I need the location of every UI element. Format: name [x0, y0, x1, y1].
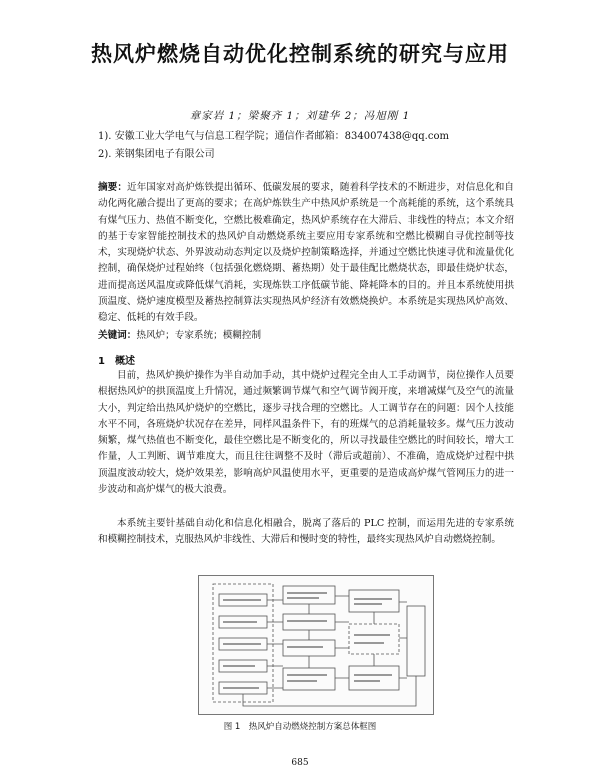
abstract-label: 摘要： — [98, 182, 128, 193]
diagram-block — [283, 668, 335, 690]
affiliation-1: 1). 安徽工业大学电气与信息工程学院；通信作者邮箱：834007438@qq.com — [98, 131, 449, 142]
figure-caption: 图 1 热风炉自动燃烧控制方案总体框图 — [223, 722, 377, 732]
block-diagram — [199, 576, 433, 714]
page-number: 685 — [291, 758, 309, 768]
section-heading: 1 概述 — [98, 356, 135, 367]
abstract — [98, 180, 514, 327]
block-diagram-figure — [198, 575, 434, 715]
diagram-block — [283, 586, 335, 604]
author-list: 章家岩 1；梁聚齐 1；刘建华 2；冯旭刚 1 — [189, 110, 411, 122]
abstract-text: 近年国家对高炉炼铁提出循环、低碳发展的要求，随着科学技术的不断进步，对信息化和自动化两化融合提出了更高的要求；在高炉炼铁生产中热风炉系统是一个高耗能的系统，这个系统具有煤气压力、热值不断变化，空燃比极难确定，热风炉系统存在大滞后、非线性的特点；本文介绍的基于专家智能控制技术的热风炉自动燃烧系统主要应用专家系统和空燃比模糊自寻优控制等技术，实现烧炉状态、外界波动动态判定以及烧炉控制策略选择，并通过空燃比快速寻优和流量优化控制，确保烧炉过程始终（包括强化燃烧期、蓄热期）处于最佳配比燃烧状态，即最佳烧炉状态，进而提高送风温度或降低煤气消耗，实现炼铁工序低碳节能、降耗降本的目的。并且本系统使用拱顶温度、烧炉速度模型及蓄热控制算法实现热风炉经济有效燃烧换炉。本系统是实现热风炉高效、稳定、低耗的有效手段。 — [98, 182, 515, 324]
diagram-block — [407, 606, 425, 676]
body-paragraph-2: 本系统主要针基础自动化和信息化相融合，脱离了落后的 PLC 控制，而运用先进的专家系统和模糊控制技术，克服热风炉非线性、大滞后和慢时变的特性，最终实现热风炉自动燃烧控制。 — [98, 518, 514, 546]
paper-title: 热风炉燃烧自动优化控制系统的研究与应用 — [91, 42, 509, 66]
keywords-text: 热风炉；专家系统；模糊控制 — [136, 330, 262, 341]
keywords-label: 关键词： — [98, 330, 137, 341]
diagram-block — [349, 590, 399, 612]
diagram-block — [349, 666, 399, 690]
keywords — [98, 327, 261, 341]
diagram-region-right — [349, 624, 399, 654]
affiliation-2: 2). 莱钢集团电子有限公司 — [98, 149, 215, 160]
body-paragraph-1: 目前，热风炉换炉操作为半自动加手动，其中烧炉过程完全由人工手动调节，岗位操作人员要根据热风炉的拱顶温度上升情况，通过频繁调节煤气和空气调节阀开度，来增减煤气及空气的流量大小，判定给出热风炉烧炉的空燃比，逐步寻找合理的空燃比。人工调节存在的问题：因个人技能水平不同，各班烧炉状况存在差异，同样风温条件下，有的班煤气的总消耗量较多。煤气压力波动频繁，煤气热值也不断变化，最佳空燃比是不断变化的，所以寻找最佳空燃比的时间较长，增大工作量，人工判断、调节难度大，而且往往调整不及时（滞后或超前）、不准确，造成烧炉过程中拱顶温度波动较大，烧炉效果差，影响高炉风温使用水平，更重要的是造成高炉煤气管网压力的进一步波动和高炉煤气的极大浪费。 — [98, 370, 514, 496]
